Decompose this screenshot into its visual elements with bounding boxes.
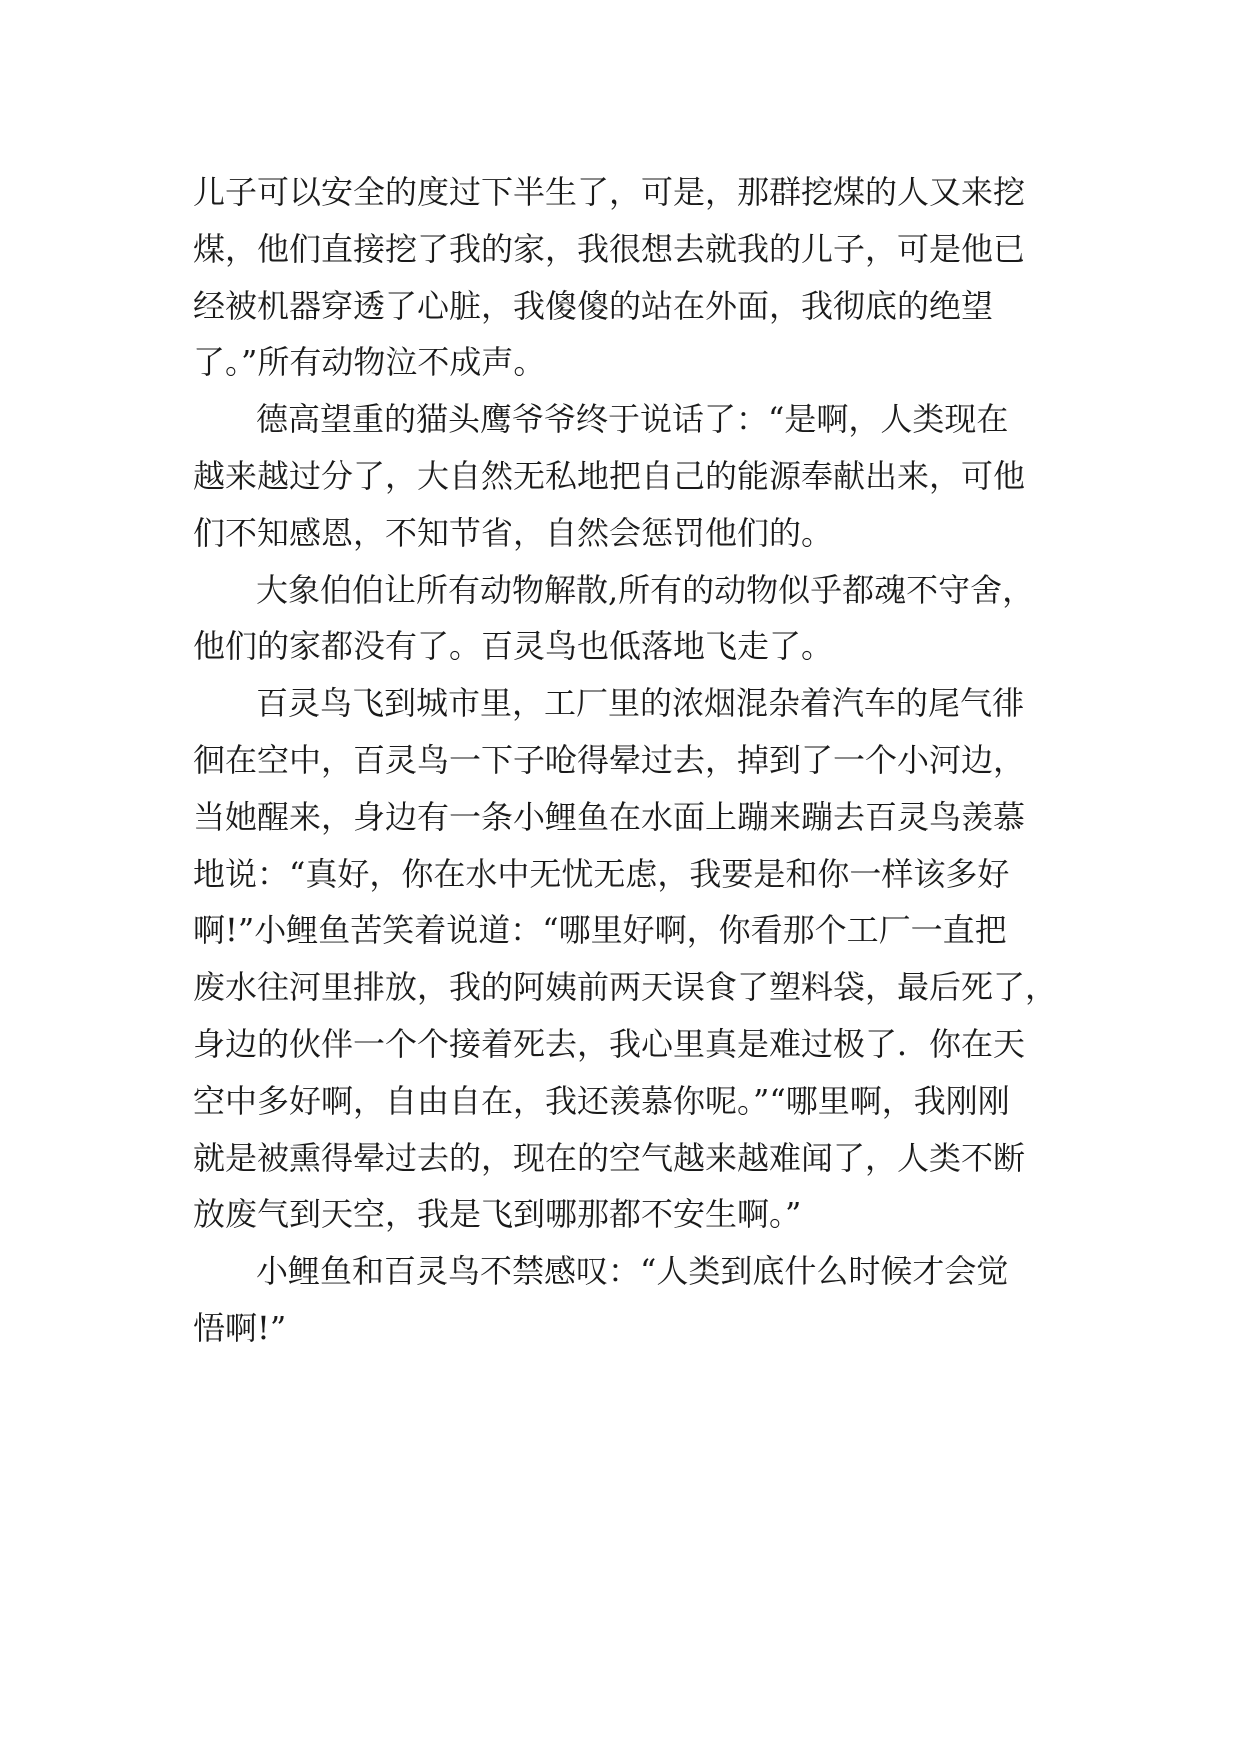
text-line: 儿子可以安全的度过下半生了，可是，那群挖煤的人又来挖 — [193, 173, 1026, 211]
text-line: 悟啊!” — [193, 1308, 287, 1347]
paragraph-5 — [193, 1243, 1051, 1357]
paragraph-4 — [193, 675, 1058, 1243]
text-line: 煤，他们直接挖了我的家，我很想去就我的儿子，可是他已 — [193, 229, 1026, 268]
text-line: 经被机器穿透了心脏，我傻傻的站在外面，我彻底的绝望 — [193, 286, 994, 325]
text-line: 大象伯伯让所有动物解散,所有的动物似乎都魂不守舍， — [256, 570, 1035, 609]
text-line: 啊!”小鲤鱼苦笑着说道：“哪里好啊，你看那个工厂一直把 — [193, 911, 1007, 950]
paragraph-2 — [193, 391, 1051, 561]
text-line: 地说：“真好，你在水中无忧无虑，我要是和你一样该多好 — [193, 854, 1010, 893]
text-line: 身边的伙伴一个个接着死去，我心里真是难过极了．你在天 — [193, 1024, 1026, 1063]
text-line: 放废气到天空，我是飞到哪那都不安生啊。” — [193, 1195, 802, 1234]
text-line: 他们的家都没有了。百灵鸟也低落地飞走了。 — [193, 627, 834, 666]
text-line: 空中多好啊，自由自在，我还羡慕你呢。”“哪里啊，我刚刚 — [193, 1081, 1010, 1120]
text-line: 废水往河里排放，我的阿姨前两天误食了塑料袋，最后死了， — [193, 968, 1058, 1007]
text-line: 了。”所有动物泣不成声。 — [193, 343, 546, 382]
text-line: 百灵鸟飞到城市里，工厂里的浓烟混杂着汽车的尾气徘 — [256, 684, 1025, 723]
document-body — [193, 164, 1058, 1357]
text-line: 越来越过分了，大自然无私地把自己的能源奉献出来，可他 — [193, 456, 1026, 495]
paragraph-3 — [193, 562, 1051, 676]
text-line: 德高望重的猫头鹰爷爷终于说话了：“是啊，人类现在 — [256, 400, 1009, 439]
text-line: 当她醒来，身边有一条小鲤鱼在水面上蹦来蹦去百灵鸟羡慕 — [193, 797, 1026, 836]
paragraph-1 — [193, 164, 1051, 391]
text-line: 们不知感恩，不知节省，自然会惩罚他们的。 — [193, 513, 834, 552]
text-line: 徊在空中，百灵鸟一下子呛得晕过去，掉到了一个小河边， — [193, 740, 1026, 779]
text-line: 小鲤鱼和百灵鸟不禁感叹：“人类到底什么时候才会觉 — [256, 1252, 1009, 1291]
text-line: 就是被熏得晕过去的，现在的空气越来越难闻了，人类不断 — [193, 1138, 1026, 1177]
